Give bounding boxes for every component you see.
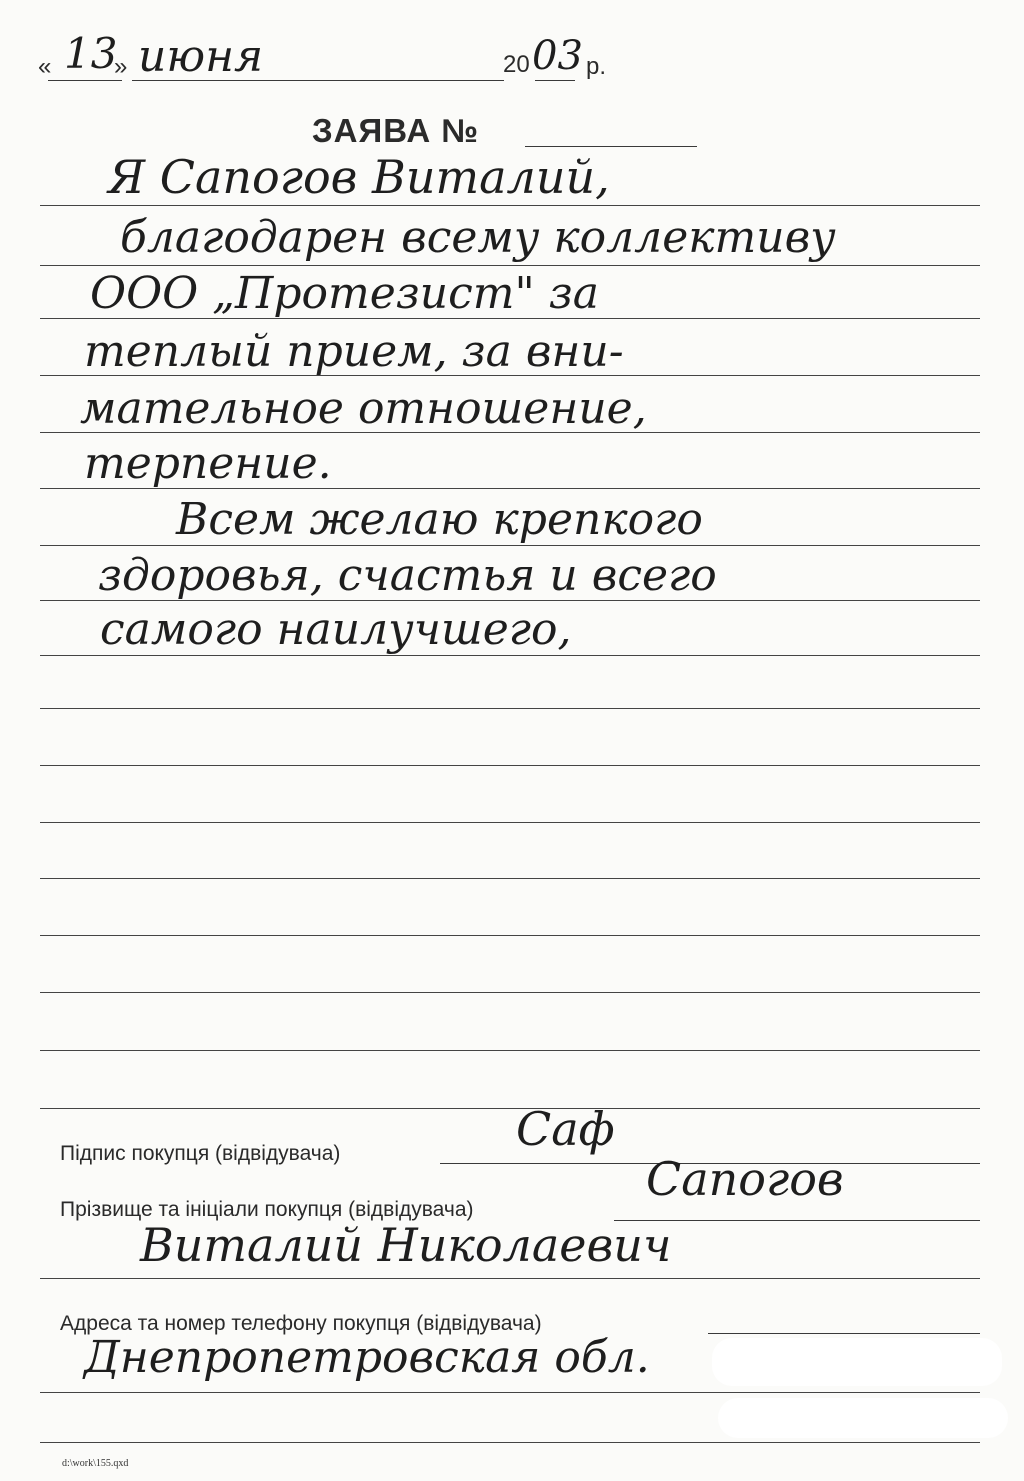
ruled-line [40,992,980,993]
ruled-line [40,1108,980,1109]
ruled-line [40,708,980,709]
body-line-8: здоровья, счастья и всего [98,550,717,601]
date-close-quote: » [114,53,128,80]
name-label: Прізвище та ініціали покупця (відвідувача) [60,1198,474,1221]
page-title: ЗАЯВА № [312,112,480,149]
signature: Саф [516,1102,615,1156]
date-year-suffix: р. [586,53,607,80]
redaction-patch [718,1398,1008,1438]
date-year: 03 [532,33,583,79]
body-line-9: самого наилучшего, [100,604,572,655]
ruled-line [40,822,980,823]
ruled-line [40,1392,980,1393]
ruled-line [40,1050,980,1051]
name-surname: Сапогов [646,1152,844,1206]
date-year-prefix: 20 [503,51,530,78]
ruled-line [40,935,980,936]
date-open-quote: « [38,53,52,80]
address-label: Адреса та номер телефону покупця (відвідувача) [60,1312,542,1335]
ruled-line [40,655,980,656]
ruled-line [40,765,980,766]
date-year-line [535,80,575,81]
ruled-line [40,545,980,546]
ruled-line [40,1442,980,1443]
address-value: Днепропетровская обл. [84,1332,650,1383]
body-line-7: Всем желаю крепкого [176,494,703,545]
body-line-2: благодарен всему коллективу [120,212,836,263]
signature-label: Підпис покупця (відвідувача) [60,1142,341,1165]
date-month-line [132,80,504,81]
ruled-line [40,1278,980,1279]
title-number-line [525,146,697,147]
file-path-footer: d:\work\155.qxd [62,1458,129,1469]
address-line [708,1333,980,1334]
date-day-line [48,80,122,81]
redaction-patch [712,1338,1002,1386]
body-line-5: мательное отношение, [80,383,647,434]
body-line-3: ООО „Протезист" за [90,268,599,319]
date-month: июня [138,31,264,82]
ruled-line [40,205,980,206]
date-day: 13 [64,29,118,78]
name-full: Виталий Николаевич [140,1218,672,1272]
body-line-1: Я Сапогов Виталий, [108,150,610,204]
ruled-line [40,878,980,879]
body-line-6: терпение. [84,438,332,489]
body-line-4: теплый прием, за вни- [84,326,624,377]
ruled-line [40,265,980,266]
